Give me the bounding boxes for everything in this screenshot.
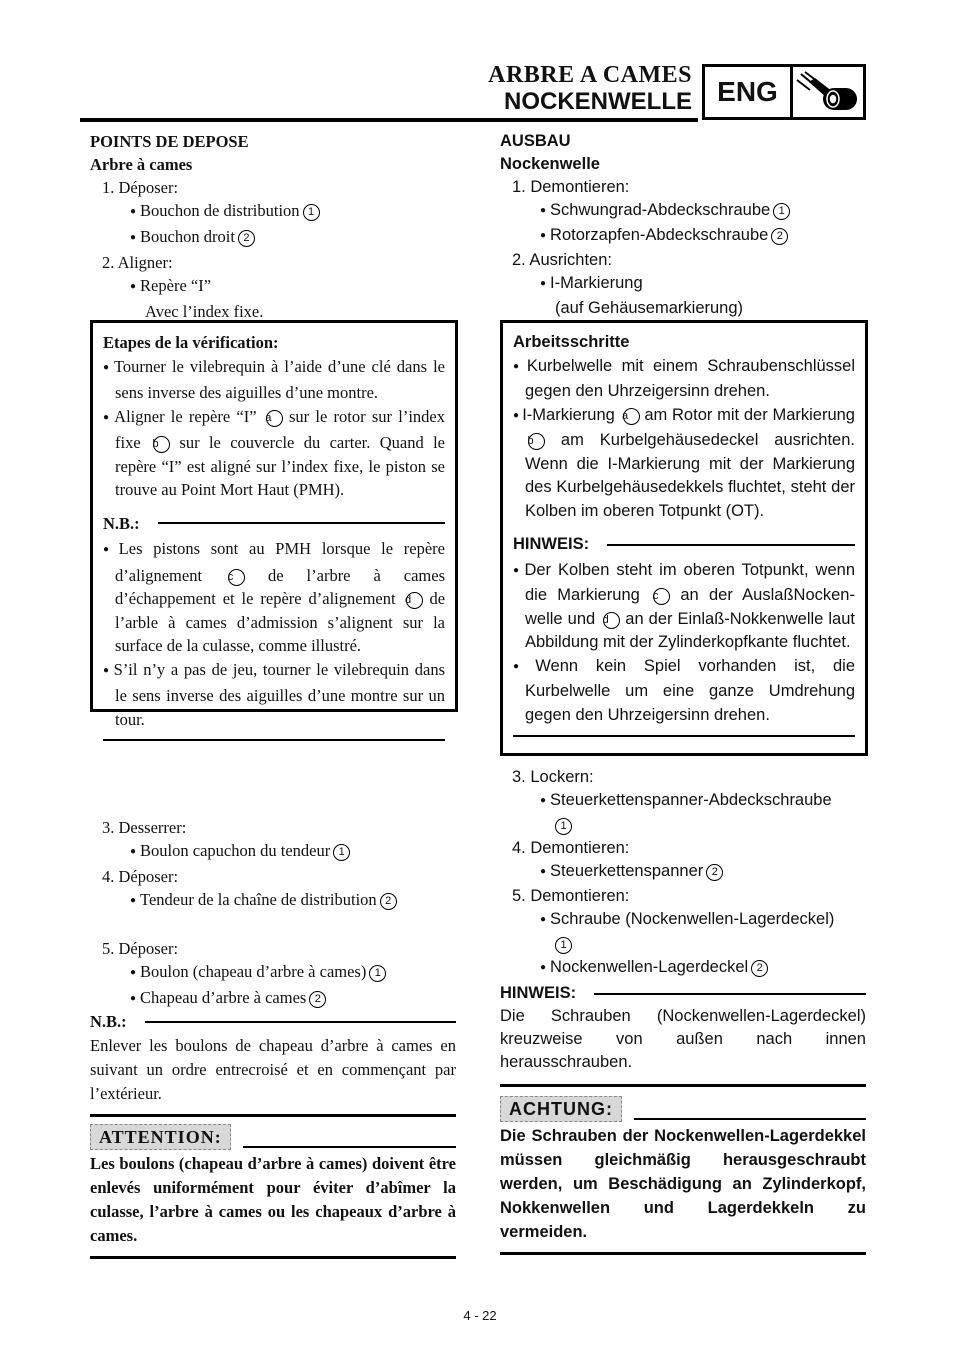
left-attention-label: ATTENTION: [90, 1124, 231, 1150]
page-number: 4 - 22 [463, 1308, 497, 1323]
right-step-3a: ● Steuerkettenspanner-Abdeckschraube [500, 789, 870, 814]
left-box-bullet-1: ● Tourner le vilebrequin à l’aide d’une clé dans le sens inverse des aiguilles d’une montre. [103, 355, 445, 405]
header-rule [80, 118, 698, 122]
left-check-box [90, 320, 458, 729]
left-step-2a: ● Repère “I” [90, 274, 460, 300]
right-step-5a: ● Schraube (Nockenwellen-Lagerdeckel) [500, 908, 870, 933]
right-step-3: 3. Lockern: [512, 768, 594, 786]
right-step-1b: ● Rotorzapfen-Abdeckschraube 2 [500, 224, 870, 249]
right-column [500, 130, 870, 320]
right-nb-text: Die Schrauben (Nockenwellen-Lagerdeckel) kreuzweise von außen nach innen herausschrauben. [500, 1007, 866, 1071]
right-box-bullet-2: ● I-Markierung a am Rotor mit der Markierung b am Kurbelgehäusedeckel ausrichten. Wenn die I-Markierung mit der Markierung des Kurbelgehäusedekkels fluchtet, steht der Kolben im oberen Totpunkt (OT). [513, 404, 855, 524]
right-step-5: 5. Demontieren: [512, 887, 630, 905]
right-attention-text: Die Schrauben der Nockenwellen-Lagerdekkel müssen gleichmäßig herausgeschraubt werden, um Beschädigung an Zylinderkopf, Nokkenwellen und Lagerdekkeln zu vermeiden. [500, 1127, 866, 1241]
left-step-4a: ● Tendeur de la chaîne de distribution 2 [90, 888, 460, 914]
section-badge [702, 64, 866, 120]
right-box-bullet-1: ● Kurbelwelle mit einem Schraubenschlüssel gegen den Uhrzeigersinn drehen. [513, 355, 855, 404]
left-step-5a: ● Boulon (chapeau d’arbre à cames) 1 [90, 960, 460, 986]
right-steps-3-5 [500, 766, 870, 981]
left-step-5b: ● Chapeau d’arbre à cames 2 [90, 986, 460, 1012]
left-column [90, 130, 460, 323]
left-attention-text: Les boulons (chapeau d’arbre à cames) doivent être enlevés uniformément pour éviter d’abîmer la culasse, l’arbre à cames ou les chapeaux d’arbre à cames. [90, 1154, 456, 1245]
left-box-note-1: ● Les pistons sont au PMH lorsque le repère d’alignement c de l’arbre à cames d’échappement et le repère d’alignement d de l’arble à cames d’admission s’alignent sur la surface de la culasse, comme illustré. [103, 537, 445, 658]
left-step-4: 4. Déposer: [102, 867, 179, 886]
right-step-4: 4. Demontieren: [512, 839, 630, 857]
right-attention-section [500, 1096, 866, 1255]
right-step-1a: ● Schwungrad-Abdeckschraube 1 [500, 199, 870, 224]
badge-label: ENG [705, 67, 793, 117]
left-step-3: 3. Desserrer: [102, 818, 187, 837]
left-step-2: 2. Aligner: [102, 253, 173, 272]
left-subheading: Arbre à cames [90, 155, 193, 174]
left-nb-label: N.B.: [90, 1010, 456, 1034]
header-title-fr: ARBRE A CAMES [488, 62, 692, 88]
left-attention-section [90, 1124, 456, 1259]
right-subheading: Nockenwelle [500, 155, 600, 173]
left-box-note-2: ● S’il n’y a pas de jeu, tourner le vilebrequin dans le sens inverse des aiguilles d’une montre sur un tour. [103, 658, 445, 732]
right-step-1: 1. Demontieren: [512, 178, 630, 196]
right-nb-label: HINWEIS: [500, 982, 866, 1005]
left-heading: POINTS DE DEPOSE [90, 132, 249, 151]
camshaft-icon [793, 67, 863, 117]
right-step-5a-mark: 1 [500, 933, 870, 956]
right-attention-label: ACHTUNG: [500, 1096, 622, 1122]
right-step-2a: ● I-Markierung [500, 272, 870, 297]
left-box-title: Etapes de la vérification: [103, 333, 279, 352]
right-box-note-1: ● Der Kolben steht im oberen Totpunkt, wenn die Markierung c an der AuslaßNockenwelle und d an der Einlaß-Nokkenwelle laut Abbildung mit der Zylinderkopfkante fluchtet. [513, 559, 855, 655]
right-step-3a-mark: 1 [500, 814, 870, 837]
right-box-nb: HINWEIS: [513, 533, 855, 557]
left-step-1a: ● Bouchon de distribution 1 [90, 199, 460, 225]
right-box-title: Arbeitsschritte [513, 333, 630, 351]
header-title-de: NOCKENWELLE [504, 88, 692, 115]
left-step-1b: ● Bouchon droit 2 [90, 225, 460, 251]
left-step-1: 1. Déposer: [102, 178, 179, 197]
right-step-2: 2. Ausrichten: [512, 251, 612, 269]
right-step-4a: ● Steuerkettenspanner 2 [500, 860, 870, 885]
left-steps-3-5 [90, 816, 460, 1012]
left-step-3a: ● Boulon capuchon du tendeur 1 [90, 839, 460, 865]
right-step-2b: (auf Gehäusemarkierung) [555, 299, 744, 317]
right-heading: AUSBAU [500, 132, 571, 150]
left-nb-section [90, 1010, 456, 1117]
left-nb-text: Enlever les boulons de chapeau d’arbre à cames en suivant un ordre entrecroisé et en commençant par l’extérieur. [90, 1036, 456, 1103]
right-step-5b: ● Nockenwellen-Lagerdeckel 2 [500, 956, 870, 981]
left-box-bullet-2: ● Aligner le repère “I” a sur le rotor sur l’index fixe b sur le couvercle du carter. Quand le repère “I” est aligné sur l’index fixe, le piston se trouve au Point Mort Haut (PMH). [103, 405, 445, 502]
left-box-nb: N.B.: [103, 512, 445, 536]
right-check-box [500, 320, 868, 756]
right-box-note-2: ● Wenn kein Spiel vorhanden ist, die Kurbelwelle um eine ganze Umdrehung gegen den Uhrzeigersinn drehen. [513, 655, 855, 728]
right-nb-section [500, 982, 866, 1087]
left-step-5: 5. Déposer: [102, 939, 179, 958]
left-step-2b: Avec l’index fixe. [145, 302, 264, 321]
